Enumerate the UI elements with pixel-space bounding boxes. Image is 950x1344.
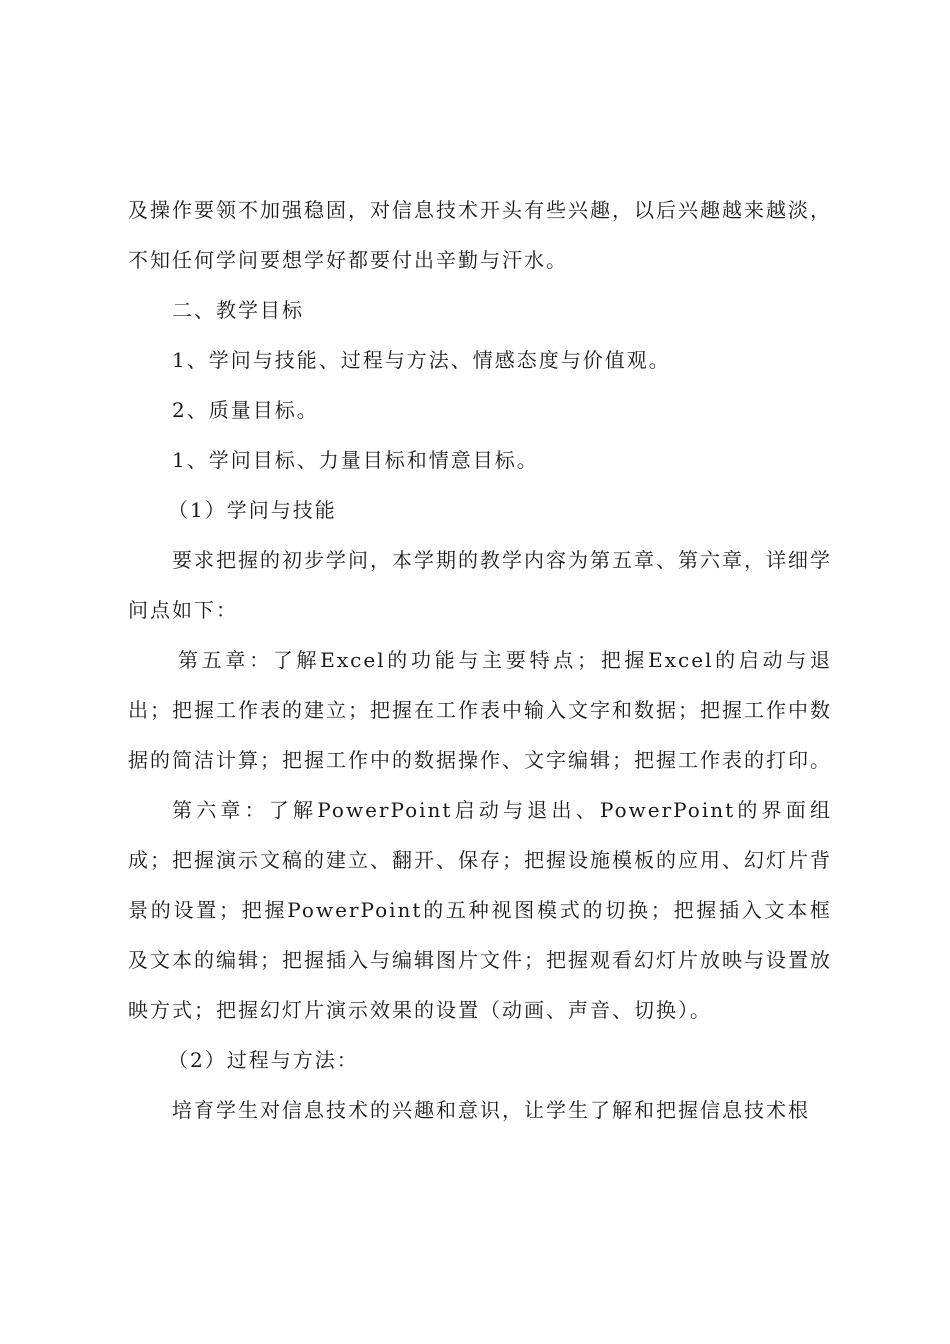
paragraph-requirements: 要求把握的初步学问，本学期的教学内容为第五章、第六章，详细学问点如下： xyxy=(128,548,832,622)
paragraph-cultivate: 培育学生对信息技术的兴趣和意识，让学生了解和把握信息技术根 xyxy=(172,1098,810,1122)
document-body xyxy=(128,185,832,1135)
list-item-1b: 1、学问目标、力量目标和情意目标。 xyxy=(172,448,539,472)
paragraph-chapter-six: 第六章：了解PowerPoint启动与退出、PowerPoint的界面组成；把握演示文稿的建立、翻开、保存；把握设施模板的应用、幻灯片背景的设置；把握PowerPoint的五种视图模式的切换；把握插入文本框及文本的编辑；把握插入与编辑图片文件；把握观看幻灯片放映与设置放映方式；把握幻灯片演示效果的设置（动画、声音、切换）。 xyxy=(128,798,832,1022)
subheading-process-methods: （2）过程与方法： xyxy=(168,1048,359,1072)
paragraph-chapter-five: 第五章：了解Excel的功能与主要特点；把握Excel的启动与退出；把握工作表的建立；把握在工作表中输入文字和数据；把握工作中数据的简洁计算；把握工作中的数据操作、文字编辑；把握工作表的打印。 xyxy=(128,648,832,772)
list-item-2: 2、质量目标。 xyxy=(172,398,319,422)
subheading-knowledge-skills: （1）学问与技能 xyxy=(168,498,337,522)
section-heading-teaching-goals: 二、教学目标 xyxy=(172,298,304,322)
paragraph-continuation: 及操作要领不加强稳固，对信息技术开头有些兴趣，以后兴趣越来越淡，不知任何学问要想学好都要付出辛勤与汗水。 xyxy=(128,198,832,272)
list-item-1: 1、学问与技能、过程与方法、情感态度与价值观。 xyxy=(172,348,671,372)
